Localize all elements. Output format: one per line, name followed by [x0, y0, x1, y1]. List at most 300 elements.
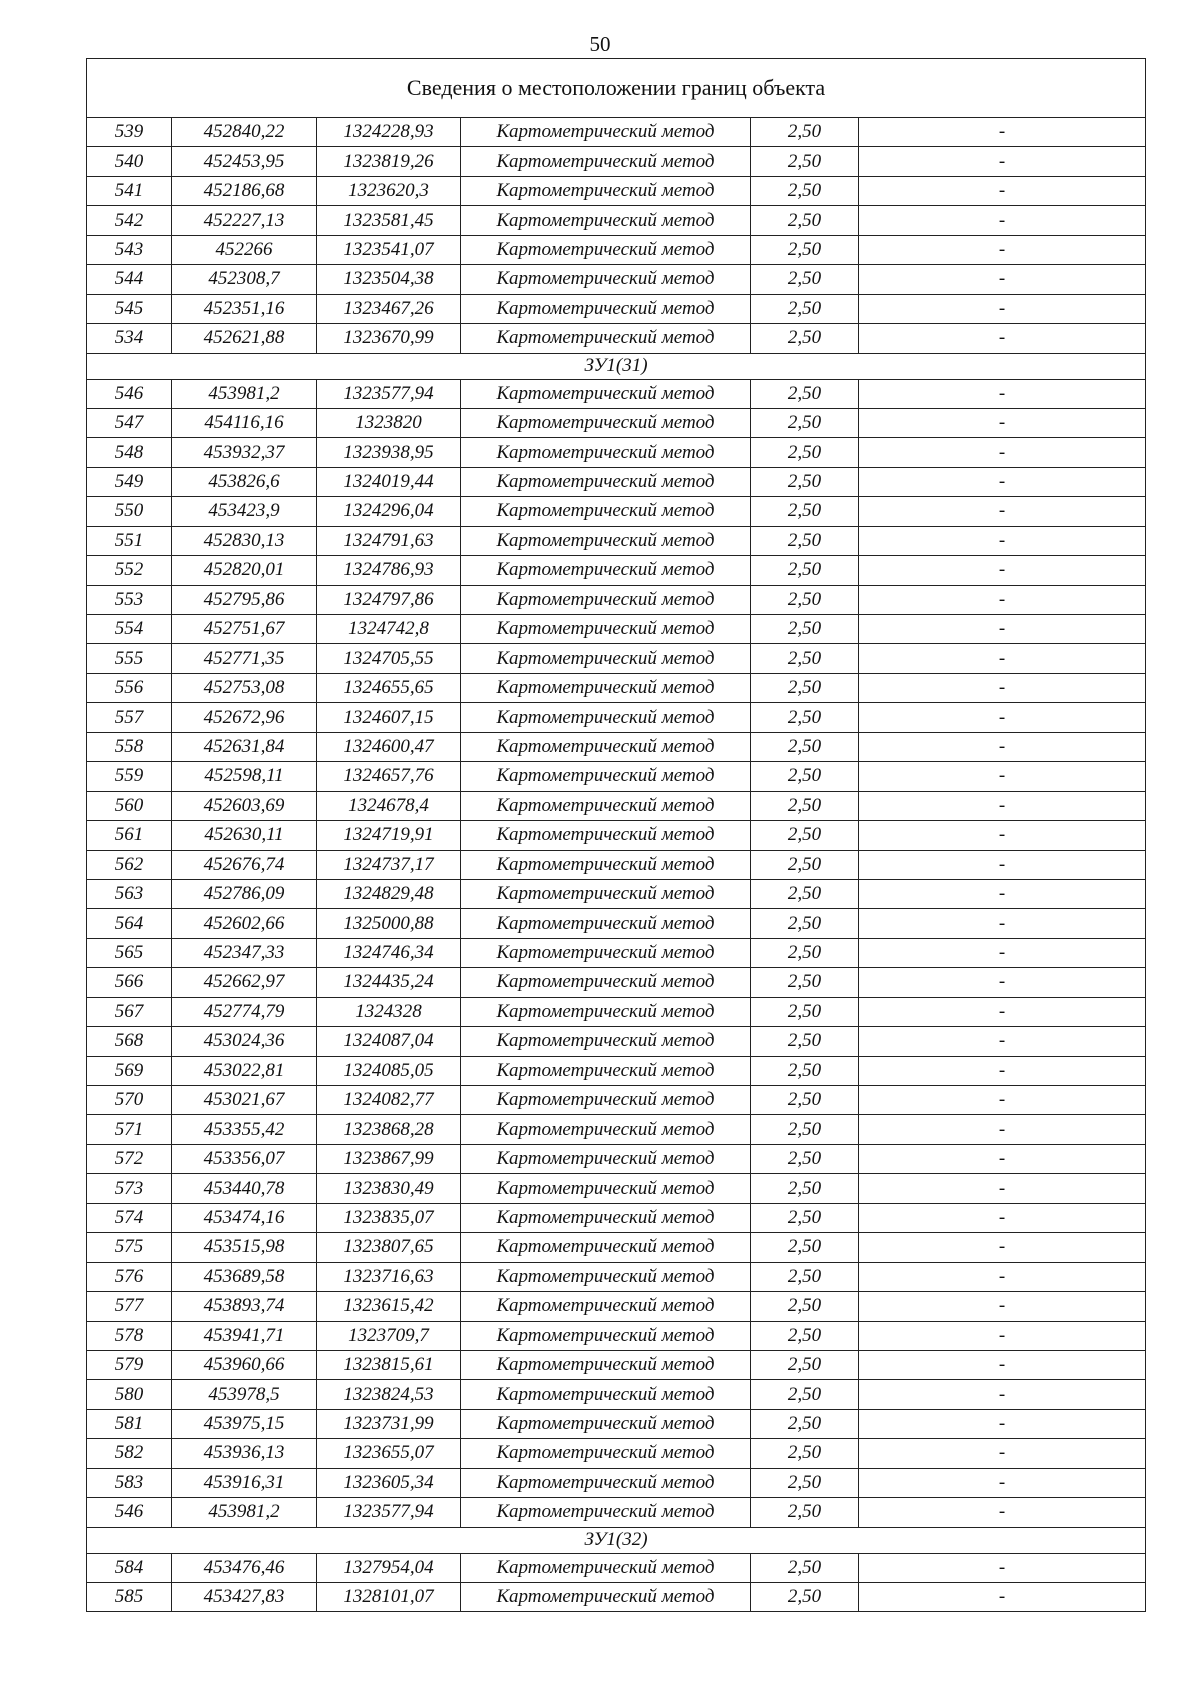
- method-cell: Картометрический метод: [461, 644, 751, 673]
- y-coordinate-cell: 1324085,05: [317, 1056, 461, 1085]
- point-number-cell: 579: [87, 1350, 172, 1379]
- accuracy-cell: 2,50: [751, 732, 859, 761]
- table-row: [87, 1115, 1146, 1144]
- point-number-cell: 548: [87, 438, 172, 467]
- description-cell: -: [859, 176, 1146, 205]
- y-coordinate-cell: 1323815,61: [317, 1350, 461, 1379]
- y-coordinate-cell: 1324719,91: [317, 821, 461, 850]
- method-cell: Картометрический метод: [461, 997, 751, 1026]
- accuracy-cell: 2,50: [751, 1056, 859, 1085]
- table-title-row: [87, 59, 1146, 118]
- description-cell: -: [859, 1262, 1146, 1291]
- method-cell: Картометрический метод: [461, 1086, 751, 1115]
- method-cell: Картометрический метод: [461, 1409, 751, 1438]
- x-coordinate-cell: 453893,74: [172, 1292, 317, 1321]
- point-number-cell: 584: [87, 1553, 172, 1582]
- table-row: [87, 1468, 1146, 1497]
- x-coordinate-cell: 452621,88: [172, 324, 317, 353]
- y-coordinate-cell: 1323577,94: [317, 1498, 461, 1527]
- x-coordinate-cell: 452631,84: [172, 732, 317, 761]
- method-cell: Картометрический метод: [461, 467, 751, 496]
- y-coordinate-cell: 1323709,7: [317, 1321, 461, 1350]
- method-cell: Картометрический метод: [461, 1144, 751, 1173]
- accuracy-cell: 2,50: [751, 615, 859, 644]
- description-cell: -: [859, 1350, 1146, 1379]
- point-number-cell: 583: [87, 1468, 172, 1497]
- x-coordinate-cell: 453356,07: [172, 1144, 317, 1173]
- accuracy-cell: 2,50: [751, 644, 859, 673]
- y-coordinate-cell: 1325000,88: [317, 909, 461, 938]
- point-number-cell: 558: [87, 732, 172, 761]
- accuracy-cell: 2,50: [751, 176, 859, 205]
- x-coordinate-cell: 452603,69: [172, 791, 317, 820]
- y-coordinate-cell: 1323504,38: [317, 265, 461, 294]
- method-cell: Картометрический метод: [461, 1115, 751, 1144]
- method-cell: Картометрический метод: [461, 438, 751, 467]
- x-coordinate-cell: 452227,13: [172, 206, 317, 235]
- point-number-cell: 553: [87, 585, 172, 614]
- method-cell: Картометрический метод: [461, 1468, 751, 1497]
- y-coordinate-cell: 1324737,17: [317, 850, 461, 879]
- description-cell: -: [859, 147, 1146, 176]
- y-coordinate-cell: 1323807,65: [317, 1233, 461, 1262]
- y-coordinate-cell: 1324829,48: [317, 879, 461, 908]
- description-cell: -: [859, 497, 1146, 526]
- section-header-row: [87, 1527, 1146, 1553]
- x-coordinate-cell: 452351,16: [172, 294, 317, 323]
- description-cell: -: [859, 526, 1146, 555]
- y-coordinate-cell: 1323581,45: [317, 206, 461, 235]
- description-cell: -: [859, 379, 1146, 408]
- x-coordinate-cell: 453975,15: [172, 1409, 317, 1438]
- description-cell: -: [859, 1409, 1146, 1438]
- table-row: [87, 909, 1146, 938]
- table-row: [87, 1321, 1146, 1350]
- method-cell: Картометрический метод: [461, 118, 751, 147]
- x-coordinate-cell: 452347,33: [172, 938, 317, 967]
- point-number-cell: 551: [87, 526, 172, 555]
- description-cell: -: [859, 265, 1146, 294]
- accuracy-cell: 2,50: [751, 1233, 859, 1262]
- accuracy-cell: 2,50: [751, 762, 859, 791]
- table-row: [87, 791, 1146, 820]
- description-cell: -: [859, 1439, 1146, 1468]
- accuracy-cell: 2,50: [751, 294, 859, 323]
- description-cell: -: [859, 1583, 1146, 1612]
- accuracy-cell: 2,50: [751, 1583, 859, 1612]
- method-cell: Картометрический метод: [461, 909, 751, 938]
- y-coordinate-cell: 1324746,34: [317, 938, 461, 967]
- method-cell: Картометрический метод: [461, 497, 751, 526]
- method-cell: Картометрический метод: [461, 294, 751, 323]
- accuracy-cell: 2,50: [751, 850, 859, 879]
- y-coordinate-cell: 1323577,94: [317, 379, 461, 408]
- accuracy-cell: 2,50: [751, 1086, 859, 1115]
- point-number-cell: 564: [87, 909, 172, 938]
- table-row: [87, 938, 1146, 967]
- x-coordinate-cell: 452840,22: [172, 118, 317, 147]
- description-cell: -: [859, 879, 1146, 908]
- point-number-cell: 560: [87, 791, 172, 820]
- point-number-cell: 559: [87, 762, 172, 791]
- point-number-cell: 554: [87, 615, 172, 644]
- table-row: [87, 526, 1146, 555]
- x-coordinate-cell: 453960,66: [172, 1350, 317, 1379]
- description-cell: -: [859, 1553, 1146, 1582]
- table-row: [87, 1498, 1146, 1527]
- table-row: [87, 294, 1146, 323]
- x-coordinate-cell: 453022,81: [172, 1056, 317, 1085]
- table-row: [87, 1380, 1146, 1409]
- table-row: [87, 1144, 1146, 1173]
- description-cell: -: [859, 324, 1146, 353]
- accuracy-cell: 2,50: [751, 1292, 859, 1321]
- accuracy-cell: 2,50: [751, 1380, 859, 1409]
- table-row: [87, 1439, 1146, 1468]
- table-row: [87, 997, 1146, 1026]
- table-row: [87, 1203, 1146, 1232]
- x-coordinate-cell: 452830,13: [172, 526, 317, 555]
- description-cell: -: [859, 1292, 1146, 1321]
- x-coordinate-cell: 453024,36: [172, 1027, 317, 1056]
- table-row: [87, 1174, 1146, 1203]
- y-coordinate-cell: 1324228,93: [317, 118, 461, 147]
- description-cell: -: [859, 644, 1146, 673]
- y-coordinate-cell: 1324435,24: [317, 968, 461, 997]
- y-coordinate-cell: 1323620,3: [317, 176, 461, 205]
- x-coordinate-cell: 452771,35: [172, 644, 317, 673]
- point-number-cell: 568: [87, 1027, 172, 1056]
- table-row: [87, 879, 1146, 908]
- x-coordinate-cell: 453826,6: [172, 467, 317, 496]
- table-row: [87, 1233, 1146, 1262]
- x-coordinate-cell: 452602,66: [172, 909, 317, 938]
- x-coordinate-cell: 452786,09: [172, 879, 317, 908]
- x-coordinate-cell: 452598,11: [172, 762, 317, 791]
- y-coordinate-cell: 1324742,8: [317, 615, 461, 644]
- x-coordinate-cell: 453021,67: [172, 1086, 317, 1115]
- x-coordinate-cell: 453932,37: [172, 438, 317, 467]
- point-number-cell: 546: [87, 379, 172, 408]
- point-number-cell: 563: [87, 879, 172, 908]
- y-coordinate-cell: 1328101,07: [317, 1583, 461, 1612]
- description-cell: -: [859, 1174, 1146, 1203]
- x-coordinate-cell: 452453,95: [172, 147, 317, 176]
- point-number-cell: 581: [87, 1409, 172, 1438]
- accuracy-cell: 2,50: [751, 324, 859, 353]
- y-coordinate-cell: 1323615,42: [317, 1292, 461, 1321]
- y-coordinate-cell: 1323867,99: [317, 1144, 461, 1173]
- description-cell: -: [859, 408, 1146, 437]
- accuracy-cell: 2,50: [751, 791, 859, 820]
- y-coordinate-cell: 1323938,95: [317, 438, 461, 467]
- point-number-cell: 540: [87, 147, 172, 176]
- accuracy-cell: 2,50: [751, 997, 859, 1026]
- y-coordinate-cell: 1324328: [317, 997, 461, 1026]
- y-coordinate-cell: 1324678,4: [317, 791, 461, 820]
- description-cell: -: [859, 703, 1146, 732]
- x-coordinate-cell: 453427,83: [172, 1583, 317, 1612]
- point-number-cell: 542: [87, 206, 172, 235]
- description-cell: -: [859, 791, 1146, 820]
- table-title: Сведения о местоположении границ объекта: [87, 59, 1146, 118]
- point-number-cell: 565: [87, 938, 172, 967]
- table-row: [87, 379, 1146, 408]
- x-coordinate-cell: 452630,11: [172, 821, 317, 850]
- point-number-cell: 567: [87, 997, 172, 1026]
- method-cell: Картометрический метод: [461, 408, 751, 437]
- point-number-cell: 580: [87, 1380, 172, 1409]
- table-row: [87, 1056, 1146, 1085]
- point-number-cell: 561: [87, 821, 172, 850]
- y-coordinate-cell: 1323731,99: [317, 1409, 461, 1438]
- point-number-cell: 547: [87, 408, 172, 437]
- accuracy-cell: 2,50: [751, 1262, 859, 1291]
- description-cell: -: [859, 1115, 1146, 1144]
- x-coordinate-cell: 454116,16: [172, 408, 317, 437]
- y-coordinate-cell: 1323820: [317, 408, 461, 437]
- accuracy-cell: 2,50: [751, 968, 859, 997]
- method-cell: Картометрический метод: [461, 879, 751, 908]
- accuracy-cell: 2,50: [751, 1174, 859, 1203]
- accuracy-cell: 2,50: [751, 909, 859, 938]
- x-coordinate-cell: 452774,79: [172, 997, 317, 1026]
- description-cell: -: [859, 909, 1146, 938]
- table-row: [87, 762, 1146, 791]
- description-cell: -: [859, 968, 1146, 997]
- method-cell: Картометрический метод: [461, 1498, 751, 1527]
- description-cell: -: [859, 467, 1146, 496]
- x-coordinate-cell: 453936,13: [172, 1439, 317, 1468]
- table-row: [87, 673, 1146, 702]
- accuracy-cell: 2,50: [751, 1027, 859, 1056]
- method-cell: Картометрический метод: [461, 176, 751, 205]
- x-coordinate-cell: 453515,98: [172, 1233, 317, 1262]
- y-coordinate-cell: 1323605,34: [317, 1468, 461, 1497]
- table-row: [87, 850, 1146, 879]
- table-row: [87, 1350, 1146, 1379]
- x-coordinate-cell: 452820,01: [172, 556, 317, 585]
- accuracy-cell: 2,50: [751, 147, 859, 176]
- table-row: [87, 1292, 1146, 1321]
- description-cell: -: [859, 235, 1146, 264]
- accuracy-cell: 2,50: [751, 438, 859, 467]
- description-cell: -: [859, 673, 1146, 702]
- y-coordinate-cell: 1323716,63: [317, 1262, 461, 1291]
- table-row: [87, 732, 1146, 761]
- point-number-cell: 534: [87, 324, 172, 353]
- y-coordinate-cell: 1324786,93: [317, 556, 461, 585]
- table-row: [87, 1409, 1146, 1438]
- point-number-cell: 556: [87, 673, 172, 702]
- method-cell: Картометрический метод: [461, 1553, 751, 1582]
- point-number-cell: 571: [87, 1115, 172, 1144]
- description-cell: -: [859, 1233, 1146, 1262]
- x-coordinate-cell: 452676,74: [172, 850, 317, 879]
- description-cell: -: [859, 1321, 1146, 1350]
- point-number-cell: 572: [87, 1144, 172, 1173]
- method-cell: Картометрический метод: [461, 821, 751, 850]
- accuracy-cell: 2,50: [751, 1498, 859, 1527]
- point-number-cell: 575: [87, 1233, 172, 1262]
- table-row: [87, 1262, 1146, 1291]
- description-cell: -: [859, 438, 1146, 467]
- accuracy-cell: 2,50: [751, 1144, 859, 1173]
- accuracy-cell: 2,50: [751, 206, 859, 235]
- table-row: [87, 1583, 1146, 1612]
- table-body: [87, 59, 1146, 1612]
- description-cell: -: [859, 1468, 1146, 1497]
- x-coordinate-cell: 452308,7: [172, 265, 317, 294]
- accuracy-cell: 2,50: [751, 1409, 859, 1438]
- method-cell: Картометрический метод: [461, 556, 751, 585]
- point-number-cell: 543: [87, 235, 172, 264]
- point-number-cell: 576: [87, 1262, 172, 1291]
- table-row: [87, 497, 1146, 526]
- table-row: [87, 968, 1146, 997]
- point-number-cell: 578: [87, 1321, 172, 1350]
- method-cell: Картометрический метод: [461, 732, 751, 761]
- point-number-cell: 544: [87, 265, 172, 294]
- table-row: [87, 703, 1146, 732]
- table-row: [87, 821, 1146, 850]
- description-cell: -: [859, 1498, 1146, 1527]
- description-cell: -: [859, 1056, 1146, 1085]
- x-coordinate-cell: 453981,2: [172, 1498, 317, 1527]
- x-coordinate-cell: 453355,42: [172, 1115, 317, 1144]
- y-coordinate-cell: 1324600,47: [317, 732, 461, 761]
- method-cell: Картометрический метод: [461, 1380, 751, 1409]
- accuracy-cell: 2,50: [751, 497, 859, 526]
- accuracy-cell: 2,50: [751, 379, 859, 408]
- method-cell: Картометрический метод: [461, 324, 751, 353]
- boundary-coordinates-table: [86, 58, 1146, 1612]
- x-coordinate-cell: 453689,58: [172, 1262, 317, 1291]
- x-coordinate-cell: 452795,86: [172, 585, 317, 614]
- accuracy-cell: 2,50: [751, 556, 859, 585]
- accuracy-cell: 2,50: [751, 118, 859, 147]
- point-number-cell: 546: [87, 1498, 172, 1527]
- method-cell: Картометрический метод: [461, 265, 751, 294]
- table-row: [87, 206, 1146, 235]
- accuracy-cell: 2,50: [751, 1439, 859, 1468]
- method-cell: Картометрический метод: [461, 762, 751, 791]
- x-coordinate-cell: 453440,78: [172, 1174, 317, 1203]
- point-number-cell: 566: [87, 968, 172, 997]
- x-coordinate-cell: 452662,97: [172, 968, 317, 997]
- y-coordinate-cell: 1324296,04: [317, 497, 461, 526]
- method-cell: Картометрический метод: [461, 1292, 751, 1321]
- section-header-row: [87, 353, 1146, 379]
- description-cell: -: [859, 615, 1146, 644]
- method-cell: Картометрический метод: [461, 850, 751, 879]
- accuracy-cell: 2,50: [751, 526, 859, 555]
- y-coordinate-cell: 1324797,86: [317, 585, 461, 614]
- accuracy-cell: 2,50: [751, 467, 859, 496]
- table-row: [87, 1027, 1146, 1056]
- accuracy-cell: 2,50: [751, 1468, 859, 1497]
- point-number-cell: 549: [87, 467, 172, 496]
- accuracy-cell: 2,50: [751, 821, 859, 850]
- method-cell: Картометрический метод: [461, 1056, 751, 1085]
- point-number-cell: 555: [87, 644, 172, 673]
- table-row: [87, 1086, 1146, 1115]
- description-cell: -: [859, 1086, 1146, 1115]
- y-coordinate-cell: 1324655,65: [317, 673, 461, 702]
- x-coordinate-cell: 453423,9: [172, 497, 317, 526]
- accuracy-cell: 2,50: [751, 1115, 859, 1144]
- y-coordinate-cell: 1324082,77: [317, 1086, 461, 1115]
- y-coordinate-cell: 1323868,28: [317, 1115, 461, 1144]
- accuracy-cell: 2,50: [751, 1553, 859, 1582]
- x-coordinate-cell: 452753,08: [172, 673, 317, 702]
- method-cell: Картометрический метод: [461, 1174, 751, 1203]
- accuracy-cell: 2,50: [751, 585, 859, 614]
- description-cell: -: [859, 762, 1146, 791]
- y-coordinate-cell: 1324087,04: [317, 1027, 461, 1056]
- x-coordinate-cell: 453941,71: [172, 1321, 317, 1350]
- accuracy-cell: 2,50: [751, 265, 859, 294]
- y-coordinate-cell: 1323655,07: [317, 1439, 461, 1468]
- y-coordinate-cell: 1323824,53: [317, 1380, 461, 1409]
- description-cell: -: [859, 850, 1146, 879]
- y-coordinate-cell: 1324657,76: [317, 762, 461, 791]
- table-row: [87, 265, 1146, 294]
- method-cell: Картометрический метод: [461, 235, 751, 264]
- point-number-cell: 574: [87, 1203, 172, 1232]
- description-cell: -: [859, 732, 1146, 761]
- point-number-cell: 539: [87, 118, 172, 147]
- accuracy-cell: 2,50: [751, 408, 859, 437]
- point-number-cell: 541: [87, 176, 172, 205]
- section-label: ЗУ1(32): [87, 1527, 1146, 1553]
- method-cell: Картометрический метод: [461, 938, 751, 967]
- method-cell: Картометрический метод: [461, 703, 751, 732]
- method-cell: Картометрический метод: [461, 1321, 751, 1350]
- description-cell: -: [859, 1027, 1146, 1056]
- description-cell: -: [859, 294, 1146, 323]
- accuracy-cell: 2,50: [751, 1203, 859, 1232]
- description-cell: -: [859, 585, 1146, 614]
- description-cell: -: [859, 938, 1146, 967]
- description-cell: -: [859, 1144, 1146, 1173]
- x-coordinate-cell: 453981,2: [172, 379, 317, 408]
- table-row: [87, 556, 1146, 585]
- point-number-cell: 582: [87, 1439, 172, 1468]
- point-number-cell: 570: [87, 1086, 172, 1115]
- description-cell: -: [859, 1203, 1146, 1232]
- description-cell: -: [859, 556, 1146, 585]
- method-cell: Картометрический метод: [461, 147, 751, 176]
- method-cell: Картометрический метод: [461, 791, 751, 820]
- x-coordinate-cell: 453916,31: [172, 1468, 317, 1497]
- method-cell: Картометрический метод: [461, 1350, 751, 1379]
- description-cell: -: [859, 206, 1146, 235]
- table-row: [87, 644, 1146, 673]
- description-cell: -: [859, 118, 1146, 147]
- table-row: [87, 467, 1146, 496]
- y-coordinate-cell: 1323830,49: [317, 1174, 461, 1203]
- method-cell: Картометрический метод: [461, 615, 751, 644]
- x-coordinate-cell: 453978,5: [172, 1380, 317, 1409]
- point-number-cell: 545: [87, 294, 172, 323]
- y-coordinate-cell: 1327954,04: [317, 1553, 461, 1582]
- description-cell: -: [859, 1380, 1146, 1409]
- method-cell: Картометрический метод: [461, 1262, 751, 1291]
- accuracy-cell: 2,50: [751, 938, 859, 967]
- table-row: [87, 408, 1146, 437]
- x-coordinate-cell: 452186,68: [172, 176, 317, 205]
